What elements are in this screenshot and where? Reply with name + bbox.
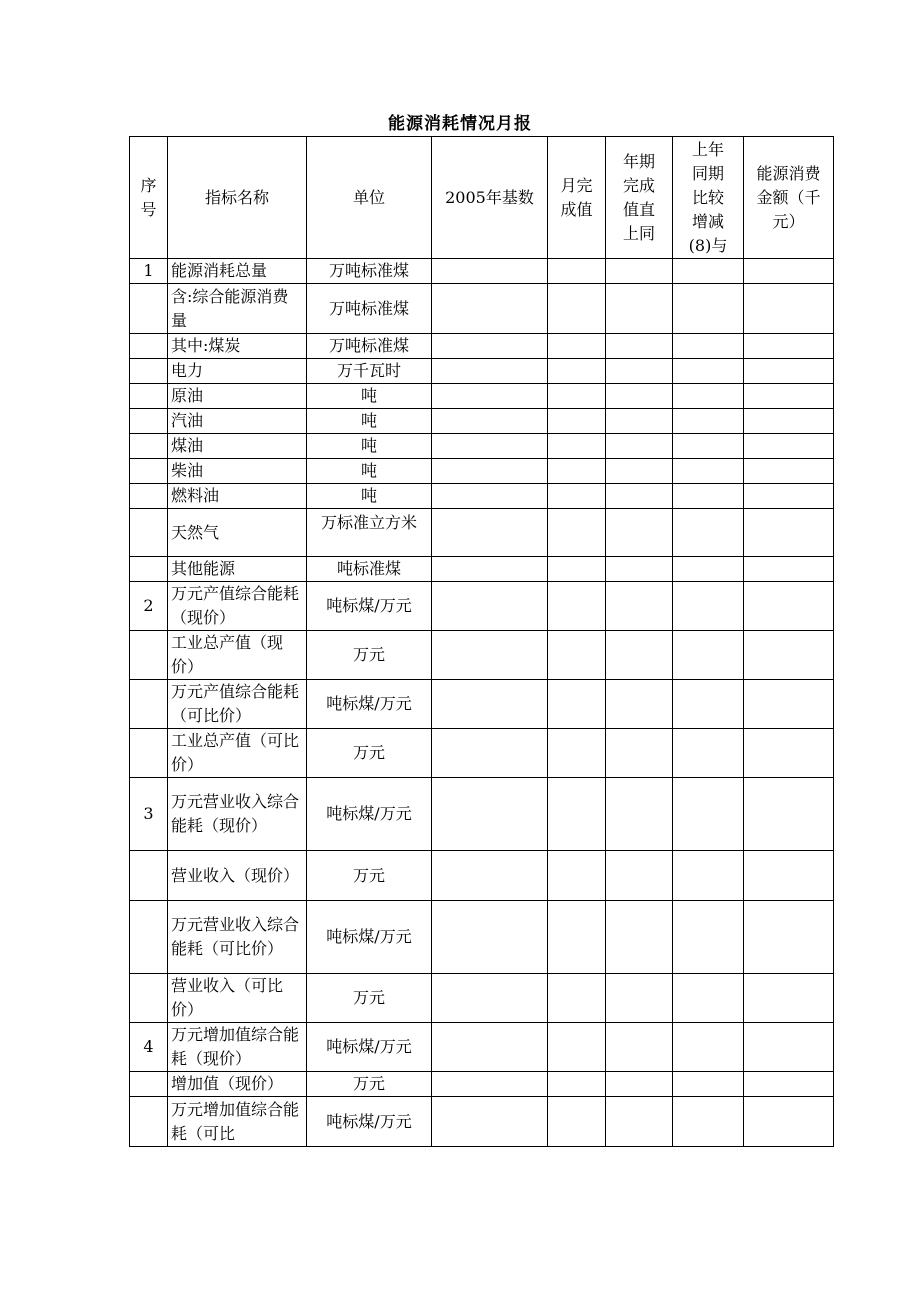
row-indicator-name: 工业总产值（可比价） (168, 729, 307, 778)
row-unit: 吨 (307, 434, 432, 459)
row-value-cell[interactable] (744, 631, 834, 680)
row-value-cell[interactable] (744, 851, 834, 901)
table-row (130, 1072, 834, 1097)
row-value-cell[interactable] (432, 384, 548, 409)
row-seq (130, 384, 168, 409)
row-unit: 吨标煤/万元 (307, 778, 432, 851)
row-value-cell[interactable] (744, 359, 834, 384)
row-value-cell[interactable] (673, 557, 744, 582)
row-value-cell[interactable] (673, 1023, 744, 1072)
row-value-cell[interactable] (548, 778, 606, 851)
row-value-cell[interactable] (744, 1097, 834, 1147)
row-value-cell[interactable] (673, 1097, 744, 1147)
row-value-cell[interactable] (744, 259, 834, 284)
table-row (130, 582, 834, 631)
row-value-cell[interactable] (432, 459, 548, 484)
row-indicator-name: 增加值（现价） (168, 1072, 307, 1097)
report-title: 能源消耗情况月报 (388, 114, 532, 134)
row-value-cell[interactable] (432, 509, 548, 557)
table-row (130, 680, 834, 729)
row-value-cell[interactable] (673, 409, 744, 434)
header-cost: 能源消费金额（千元） (744, 137, 834, 259)
row-indicator-name: 原油 (168, 384, 307, 409)
row-value-cell[interactable] (606, 1097, 673, 1147)
row-value-cell[interactable] (673, 459, 744, 484)
row-value-cell[interactable] (673, 259, 744, 284)
row-value-cell[interactable] (673, 778, 744, 851)
row-value-cell[interactable] (432, 974, 548, 1023)
row-value-cell[interactable] (673, 509, 744, 557)
row-value-cell[interactable] (548, 459, 606, 484)
row-unit: 万元 (307, 631, 432, 680)
row-value-cell[interactable] (744, 557, 834, 582)
row-unit: 万吨标准煤 (307, 334, 432, 359)
row-value-cell[interactable] (432, 851, 548, 901)
row-seq (130, 729, 168, 778)
row-value-cell[interactable] (606, 334, 673, 359)
row-unit: 万千瓦时 (307, 359, 432, 384)
row-unit: 万元 (307, 729, 432, 778)
row-indicator-name: 柴油 (168, 459, 307, 484)
row-unit: 吨 (307, 484, 432, 509)
row-value-cell[interactable] (606, 631, 673, 680)
row-value-cell[interactable] (432, 434, 548, 459)
row-indicator-name: 营业收入（现价） (168, 851, 307, 901)
row-indicator-name: 其中:煤炭 (168, 334, 307, 359)
row-value-cell[interactable] (673, 851, 744, 901)
row-value-cell[interactable] (432, 901, 548, 974)
header-base: 2005年基数 (432, 137, 548, 259)
table-row (130, 729, 834, 778)
row-value-cell[interactable] (548, 359, 606, 384)
row-indicator-name: 万元产值综合能耗（可比价） (168, 680, 307, 729)
row-indicator-name: 能源消耗总量 (168, 259, 307, 284)
table-row (130, 509, 834, 557)
row-value-cell[interactable] (548, 582, 606, 631)
row-value-cell[interactable] (606, 1023, 673, 1072)
row-value-cell[interactable] (432, 680, 548, 729)
row-value-cell[interactable] (744, 484, 834, 509)
row-value-cell[interactable] (673, 334, 744, 359)
row-value-cell[interactable] (548, 409, 606, 434)
row-value-cell[interactable] (548, 680, 606, 729)
row-value-cell[interactable] (548, 557, 606, 582)
row-unit: 吨标煤/万元 (307, 1097, 432, 1147)
row-value-cell[interactable] (744, 729, 834, 778)
row-value-cell[interactable] (673, 974, 744, 1023)
header-name: 指标名称 (168, 137, 307, 259)
row-value-cell[interactable] (606, 851, 673, 901)
row-indicator-name: 营业收入（可比价） (168, 974, 307, 1023)
row-unit: 吨标煤/万元 (307, 901, 432, 974)
row-value-cell[interactable] (606, 557, 673, 582)
row-value-cell[interactable] (744, 680, 834, 729)
row-value-cell[interactable] (606, 384, 673, 409)
row-value-cell[interactable] (606, 484, 673, 509)
header-unit: 单位 (307, 137, 432, 259)
table-row (130, 459, 834, 484)
row-seq (130, 434, 168, 459)
table-row (130, 384, 834, 409)
row-seq (130, 484, 168, 509)
row-seq (130, 631, 168, 680)
row-value-cell[interactable] (744, 901, 834, 974)
row-indicator-name: 万元增加值综合能耗（现价） (168, 1023, 307, 1072)
header-month-value: 月完成值 (548, 137, 606, 259)
row-value-cell[interactable] (606, 409, 673, 434)
row-indicator-name: 万元营业收入综合能耗（现价） (168, 778, 307, 851)
row-value-cell[interactable] (606, 434, 673, 459)
row-seq (130, 1097, 168, 1147)
row-value-cell[interactable] (606, 284, 673, 334)
row-value-cell[interactable] (673, 434, 744, 459)
row-value-cell[interactable] (744, 974, 834, 1023)
row-value-cell[interactable] (548, 974, 606, 1023)
row-unit: 吨 (307, 409, 432, 434)
table-row (130, 359, 834, 384)
row-value-cell[interactable] (548, 1072, 606, 1097)
row-seq (130, 409, 168, 434)
row-value-cell[interactable] (673, 384, 744, 409)
table-row (130, 1023, 834, 1072)
header-yoy-change: 上年同期比较增减(8)与 (673, 137, 744, 259)
row-seq (130, 680, 168, 729)
header-seq: 序号 (130, 137, 168, 259)
row-seq (130, 459, 168, 484)
row-value-cell[interactable] (548, 631, 606, 680)
row-unit: 万元 (307, 851, 432, 901)
row-value-cell[interactable] (432, 729, 548, 778)
row-seq (130, 334, 168, 359)
row-seq (130, 901, 168, 974)
row-value-cell[interactable] (548, 334, 606, 359)
row-value-cell[interactable] (606, 359, 673, 384)
row-unit: 吨 (307, 384, 432, 409)
row-indicator-name: 工业总产值（现价） (168, 631, 307, 680)
row-value-cell[interactable] (673, 631, 744, 680)
row-unit: 万标准立方米 (307, 509, 432, 557)
header-year-value: 年期完成值直上同 (606, 137, 673, 259)
row-value-cell[interactable] (606, 974, 673, 1023)
row-value-cell[interactable] (548, 434, 606, 459)
row-value-cell[interactable] (673, 359, 744, 384)
row-value-cell[interactable] (548, 1097, 606, 1147)
row-value-cell[interactable] (606, 1072, 673, 1097)
row-indicator-name: 煤油 (168, 434, 307, 459)
row-value-cell[interactable] (432, 484, 548, 509)
table-row (130, 434, 834, 459)
row-value-cell[interactable] (744, 409, 834, 434)
row-value-cell[interactable] (432, 1072, 548, 1097)
row-value-cell[interactable] (432, 359, 548, 384)
row-value-cell[interactable] (432, 557, 548, 582)
row-seq (130, 509, 168, 557)
row-value-cell[interactable] (744, 509, 834, 557)
row-value-cell[interactable] (432, 1097, 548, 1147)
row-seq: 1 (130, 259, 168, 284)
table-row (130, 557, 834, 582)
row-seq (130, 557, 168, 582)
row-indicator-name: 万元产值综合能耗（现价） (168, 582, 307, 631)
table-row (130, 778, 834, 851)
row-value-cell[interactable] (673, 1072, 744, 1097)
row-seq: 3 (130, 778, 168, 851)
row-indicator-name: 万元增加值综合能耗（可比 (168, 1097, 307, 1147)
row-value-cell[interactable] (673, 901, 744, 974)
row-value-cell[interactable] (548, 259, 606, 284)
row-unit: 万元 (307, 1072, 432, 1097)
row-value-cell[interactable] (673, 284, 744, 334)
table-row (130, 284, 834, 334)
table-row (130, 409, 834, 434)
row-value-cell[interactable] (606, 459, 673, 484)
row-unit: 万元 (307, 974, 432, 1023)
row-seq: 4 (130, 1023, 168, 1072)
table-row (130, 334, 834, 359)
table-row (130, 631, 834, 680)
row-unit: 吨标煤/万元 (307, 1023, 432, 1072)
row-value-cell[interactable] (548, 509, 606, 557)
row-value-cell[interactable] (548, 901, 606, 974)
row-value-cell[interactable] (432, 1023, 548, 1072)
row-value-cell[interactable] (606, 582, 673, 631)
row-value-cell[interactable] (673, 729, 744, 778)
table-row (130, 851, 834, 901)
row-value-cell[interactable] (744, 778, 834, 851)
row-unit: 吨标煤/万元 (307, 680, 432, 729)
row-value-cell[interactable] (548, 484, 606, 509)
row-unit: 万吨标准煤 (307, 284, 432, 334)
row-value-cell[interactable] (744, 334, 834, 359)
row-unit: 吨标煤/万元 (307, 582, 432, 631)
row-value-cell[interactable] (744, 582, 834, 631)
row-value-cell[interactable] (744, 1072, 834, 1097)
table-row (130, 484, 834, 509)
row-value-cell[interactable] (606, 509, 673, 557)
row-value-cell[interactable] (673, 582, 744, 631)
row-value-cell[interactable] (744, 459, 834, 484)
row-value-cell[interactable] (432, 259, 548, 284)
row-indicator-name: 万元营业收入综合能耗（可比价） (168, 901, 307, 974)
row-value-cell[interactable] (548, 1023, 606, 1072)
row-value-cell[interactable] (432, 631, 548, 680)
row-unit: 万吨标准煤 (307, 259, 432, 284)
row-unit: 吨标准煤 (307, 557, 432, 582)
row-value-cell[interactable] (744, 1023, 834, 1072)
row-value-cell[interactable] (606, 259, 673, 284)
row-value-cell[interactable] (606, 729, 673, 778)
row-value-cell[interactable] (432, 334, 548, 359)
row-value-cell[interactable] (606, 680, 673, 729)
row-indicator-name: 汽油 (168, 409, 307, 434)
row-value-cell[interactable] (548, 729, 606, 778)
table-row (130, 901, 834, 974)
row-value-cell[interactable] (744, 284, 834, 334)
row-value-cell[interactable] (673, 680, 744, 729)
row-value-cell[interactable] (606, 901, 673, 974)
row-seq (130, 284, 168, 334)
row-indicator-name: 其他能源 (168, 557, 307, 582)
row-value-cell[interactable] (673, 484, 744, 509)
table-row (130, 1097, 834, 1147)
row-value-cell[interactable] (606, 778, 673, 851)
row-seq: 2 (130, 582, 168, 631)
row-unit: 吨 (307, 459, 432, 484)
row-value-cell[interactable] (744, 384, 834, 409)
table-row (130, 974, 834, 1023)
row-seq (130, 1072, 168, 1097)
row-seq (130, 359, 168, 384)
row-value-cell[interactable] (548, 384, 606, 409)
row-value-cell[interactable] (432, 778, 548, 851)
row-indicator-name: 天然气 (168, 509, 307, 557)
row-seq (130, 851, 168, 901)
table-row (130, 259, 834, 284)
row-value-cell[interactable] (432, 284, 548, 334)
row-value-cell[interactable] (432, 582, 548, 631)
row-value-cell[interactable] (432, 409, 548, 434)
row-indicator-name: 含:综合能源消费量 (168, 284, 307, 334)
row-value-cell[interactable] (548, 284, 606, 334)
row-seq (130, 974, 168, 1023)
row-indicator-name: 电力 (168, 359, 307, 384)
header-row (130, 137, 834, 259)
row-value-cell[interactable] (744, 434, 834, 459)
row-value-cell[interactable] (548, 851, 606, 901)
row-indicator-name: 燃料油 (168, 484, 307, 509)
energy-report-table (129, 136, 834, 1147)
